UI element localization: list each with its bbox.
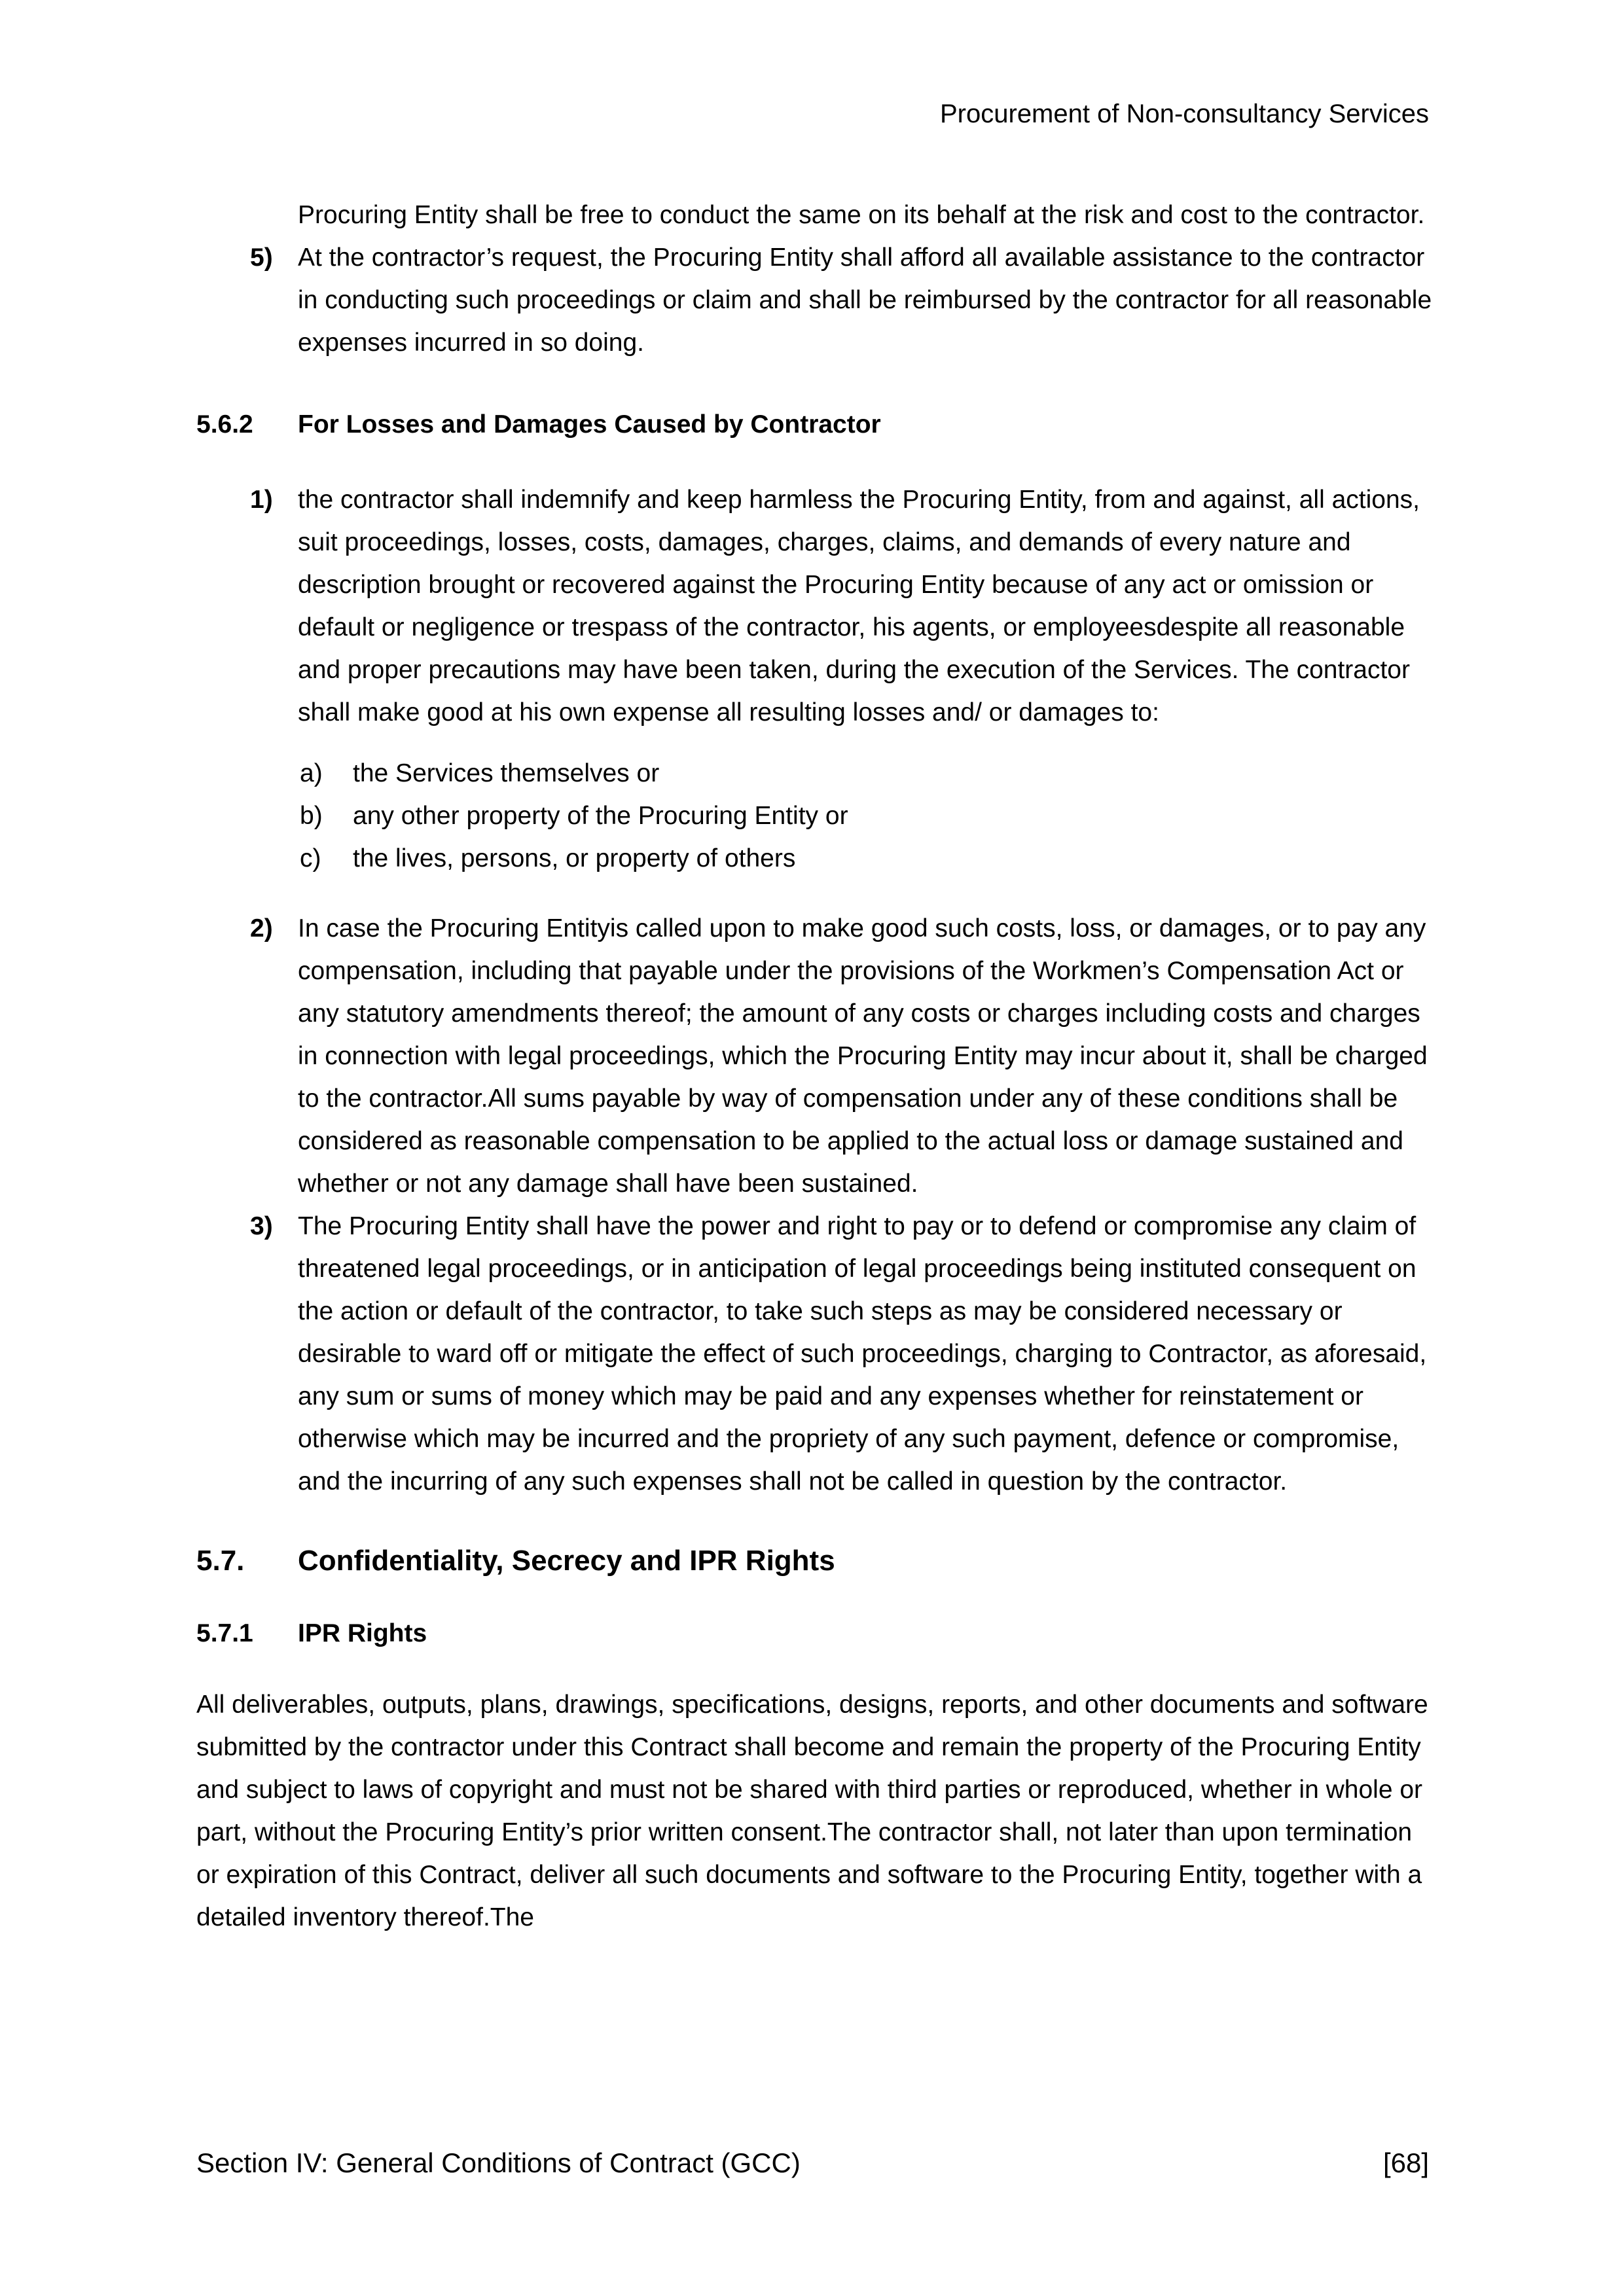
footer-section-label: Section IV: General Conditions of Contract (GCC) bbox=[196, 2147, 801, 2178]
header-text: Procurement of Non-consultancy Services bbox=[940, 99, 1429, 128]
list-item-1 bbox=[250, 478, 1434, 734]
sub-list-letter: c) bbox=[300, 844, 321, 872]
section-number: 5.6.2 bbox=[196, 410, 253, 439]
sub-list-text: any other property of the Procuring Entity or bbox=[353, 802, 848, 830]
list-item-2 bbox=[250, 907, 1434, 1205]
list-number: 3) bbox=[250, 1212, 273, 1240]
sub-list-item-b bbox=[300, 795, 1434, 837]
list-number: 2) bbox=[250, 914, 273, 942]
section-title: IPR Rights bbox=[298, 1619, 427, 1647]
footer-page-number: [68] bbox=[1382, 2147, 1429, 2178]
section-title: Confidentiality, Secrecy and IPR Rights bbox=[298, 1545, 835, 1577]
sub-list-letter: b) bbox=[300, 802, 323, 830]
sub-list-text: the lives, persons, or property of others bbox=[353, 844, 796, 872]
page-header bbox=[196, 97, 1429, 131]
heading-5-6-2 bbox=[196, 403, 1434, 446]
sub-list bbox=[300, 752, 1434, 880]
page-footer bbox=[196, 2145, 1429, 2181]
list-item-text: the contractor shall indemnify and keep harmless the Procuring Entity, from and against, all actions, suit proceedings, losses, costs, damages, charges, claims, and demands of every nature and description brought or recovered against the Procuring Entity because of any act or omission or default or negligence or trespass of the contractor, his agents, or employeesdespite all reasonable and proper precautions may have been taken, during the execution of the Services. The contractor shall make good at his own expense all resulting losses and/ or damages to: bbox=[298, 486, 1420, 726]
heading-5-7 bbox=[196, 1539, 1434, 1582]
sub-list-item-c bbox=[300, 837, 1434, 880]
heading-5-7-1 bbox=[196, 1612, 1434, 1655]
section-title: For Losses and Damages Caused by Contractor bbox=[298, 410, 881, 439]
paragraph-ipr-rights: All deliverables, outputs, plans, drawings, specifications, designs, reports, and other documents and software submitted by the contractor under this Contract shall become and remain the property of the Procuring Entity and subject to laws of copyright and must not be shared with third parties or reproduced, whether in whole or part, without the Procuring Entity’s prior written consent.The contractor shall, not later than upon termination or expiration of this Contract, deliver all such documents and software to the Procuring Entity, together with a detailed inventory thereof.The bbox=[196, 1691, 1428, 1931]
list-item-text: At the contractor’s request, the Procuring Entity shall afford all available assistance to the contractor in conducting such proceedings or claim and shall be reimbursed by the contractor for all reasonable expenses incurred in so doing. bbox=[298, 243, 1432, 357]
paragraph-continuation: Procuring Entity shall be free to conduct the same on its behalf at the risk and cost to the contractor. bbox=[298, 201, 1425, 229]
list-number: 5) bbox=[250, 243, 273, 272]
sub-list-letter: a) bbox=[300, 759, 323, 787]
list-item-text: In case the Procuring Entityis called upon to make good such costs, loss, or damages, or to pay any compensation, including that payable under the provisions of the Workmen’s Compensation Act or any statutory amendments thereof; the amount of any costs or charges including costs and charges in connection with legal proceedings, which the Procuring Entity may incur about it, shall be charged to the contractor.All sums payable by way of compensation under any of these conditions shall be considered as reasonable compensation to be applied to the actual loss or damage sustained and whether or not any damage shall have been sustained. bbox=[298, 914, 1428, 1198]
list-item-3 bbox=[250, 1205, 1434, 1503]
document-body bbox=[196, 194, 1434, 1939]
list-number: 1) bbox=[250, 486, 273, 514]
list-item-5 bbox=[250, 236, 1434, 364]
section-number: 5.7.1 bbox=[196, 1619, 253, 1647]
sub-list-text: the Services themselves or bbox=[353, 759, 660, 787]
section-number: 5.7. bbox=[196, 1545, 245, 1577]
list-item-text: The Procuring Entity shall have the power and right to pay or to defend or compromise any claim of threatened legal proceedings, or in anticipation of legal proceedings being instituted consequent on the action or default of the contractor, to take such steps as may be considered necessary or desirable to ward off or mitigate the effect of such proceedings, charging to Contractor, as aforesaid, any sum or sums of money which may be paid and any expenses whether for reinstatement or otherwise which may be incurred and the propriety of any such payment, defence or compromise, and the incurring of any such expenses shall not be called in question by the contractor. bbox=[298, 1212, 1427, 1496]
sub-list-item-a bbox=[300, 752, 1434, 795]
